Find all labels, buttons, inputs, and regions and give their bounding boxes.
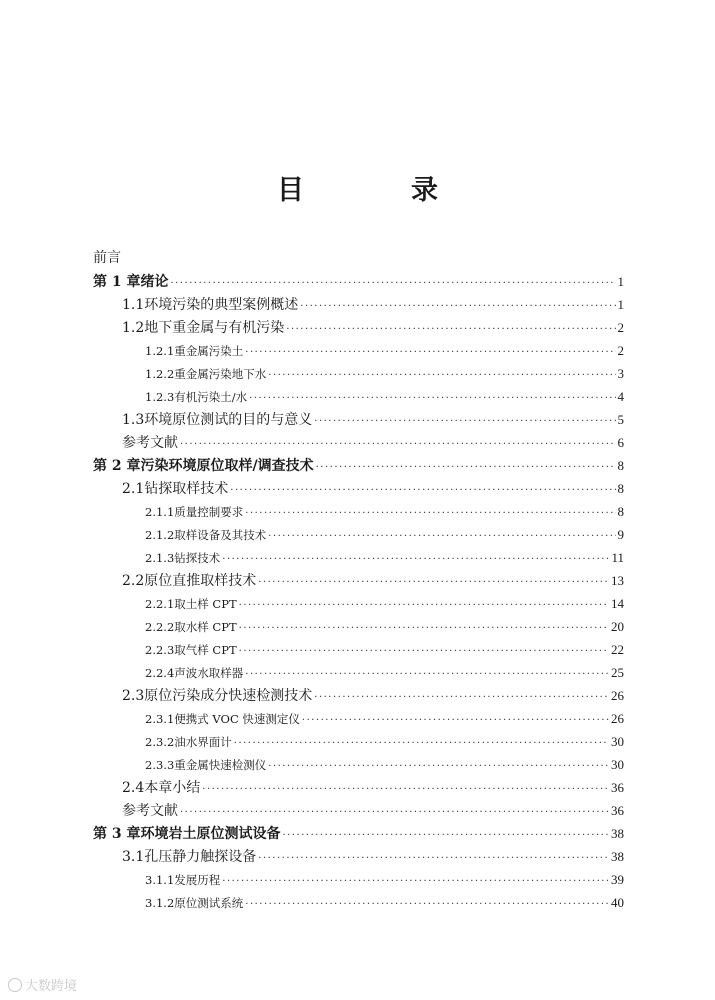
toc-dot-leader <box>302 709 609 732</box>
toc-entry-title: 环境岩土原位测试设备 <box>140 826 281 842</box>
toc-entry-title: 重金属污染地下水 <box>174 367 267 381</box>
toc-dot-leader <box>245 502 615 525</box>
toc-entry-title: 有机污染土/水 <box>174 390 248 404</box>
watermark-text: 大数跨境 <box>25 979 78 994</box>
toc-entry-title: 重金属快速检测仪 <box>174 758 267 772</box>
toc-dot-leader <box>258 847 609 870</box>
toc-dot-leader <box>300 295 615 318</box>
toc-dot-leader <box>268 364 615 387</box>
toc-dot-leader <box>258 571 609 594</box>
toc-entry <box>93 707 624 730</box>
toc-dot-leader <box>222 548 609 571</box>
toc-entry-page: 38 <box>611 826 624 841</box>
toc-entry-title: 便携式 VOC 快速测定仪 <box>174 712 300 726</box>
toc-entry-page: 2 <box>617 320 624 335</box>
toc-entry <box>93 661 624 684</box>
table-of-contents <box>93 247 624 914</box>
toc-dot-leader <box>245 893 609 916</box>
toc-entry-page: 8 <box>617 458 624 473</box>
toc-entry-number: 1.2.2 <box>145 367 175 381</box>
toc-entry-title: 原位测试系统 <box>174 896 244 910</box>
toc-dot-leader <box>180 433 616 456</box>
toc-entry <box>93 684 624 707</box>
toc-entry-title: 声波水取样器 <box>174 666 244 680</box>
watermark <box>8 975 77 994</box>
toc-entry-number: 2.2.4 <box>145 666 175 680</box>
toc-entry-page: 14 <box>611 596 624 611</box>
toc-entry-page: 2 <box>617 343 624 358</box>
toc-dot-leader <box>180 801 609 824</box>
toc-entry <box>93 500 624 523</box>
toc-entry <box>93 615 624 638</box>
toc-dot-leader <box>234 732 609 755</box>
toc-entry-page: 36 <box>611 803 624 818</box>
toc-entry-title: 取水样 CPT <box>174 620 237 634</box>
toc-dot-leader <box>239 594 609 617</box>
toc-entry <box>93 638 624 661</box>
toc-entry-number: 3.1.2 <box>145 896 175 910</box>
toc-entry-number: 1.2 <box>122 320 145 336</box>
toc-dot-leader <box>171 272 616 295</box>
toc-entry-title: 环境污染的典型案例概述 <box>144 297 299 313</box>
toc-entry-page: 11 <box>611 550 624 565</box>
toc-entry-title: 绪论 <box>140 274 169 290</box>
toc-entry-number: 2.1.2 <box>145 528 175 542</box>
toc-entry-number: 1.2.1 <box>145 344 175 358</box>
toc-entry <box>93 362 624 385</box>
toc-entry-page: 9 <box>617 527 624 542</box>
toc-entry <box>93 799 624 822</box>
toc-entry-page: 4 <box>617 389 624 404</box>
toc-entry-title: 钻探取样技术 <box>144 481 229 497</box>
toc-entry-page: 39 <box>611 872 624 887</box>
toc-entry-page: 30 <box>611 734 624 749</box>
toc-entry <box>93 776 624 799</box>
toc-entry <box>93 592 624 615</box>
toc-entry-number: 2.3 <box>122 688 145 704</box>
toc-dot-leader <box>249 387 615 410</box>
toc-entry-number: 1.2.3 <box>145 390 175 404</box>
toc-entry-page: 25 <box>611 665 624 680</box>
toc-entry-page: 38 <box>611 849 624 864</box>
toc-dot-leader <box>245 663 609 686</box>
toc-entry-page: 13 <box>611 573 624 588</box>
toc-entry-title: 取样设备及其技术 <box>174 528 267 542</box>
toc-entry-title: 原位污染成分快速检测技术 <box>144 688 313 704</box>
toc-entry-page: 26 <box>611 711 624 726</box>
toc-entry-title: 环境原位测试的目的与意义 <box>144 412 313 428</box>
toc-entry-page: 8 <box>617 504 624 519</box>
toc-entry-title: 前言 <box>93 250 121 266</box>
toc-entry-page: 1 <box>617 274 624 289</box>
toc-entry-page: 1 <box>617 297 624 312</box>
toc-dot-leader <box>283 824 610 847</box>
toc-entry <box>93 385 624 408</box>
toc-entry-title: 重金属污染土 <box>174 344 244 358</box>
toc-dot-leader <box>314 686 609 709</box>
toc-entry-page: 3 <box>617 366 624 381</box>
toc-entry <box>93 569 624 592</box>
toc-entry-number: 2.1.3 <box>145 551 175 565</box>
watermark-logo-icon <box>8 978 22 992</box>
toc-entry-page: 30 <box>611 757 624 772</box>
toc-entry-number: 2.2 <box>122 573 145 589</box>
toc-entry-number: 2.2.3 <box>145 643 175 657</box>
toc-entry <box>93 523 624 546</box>
toc-entry <box>93 868 624 891</box>
toc-entry-number: 第 3 章 <box>93 826 141 842</box>
toc-entry-title: 污染环境原位取样/调查技术 <box>140 458 314 474</box>
toc-entry-number: 2.3.3 <box>145 758 175 772</box>
toc-entry-title: 参考文献 <box>122 803 178 819</box>
toc-entry-title: 油水界面计 <box>174 735 232 749</box>
toc-dot-leader <box>202 778 609 801</box>
toc-entry-number: 2.1.1 <box>145 505 175 519</box>
toc-dot-leader <box>316 456 616 479</box>
toc-entry-number: 2.4 <box>122 780 145 796</box>
toc-dot-leader <box>268 525 615 548</box>
toc-entry <box>93 270 624 293</box>
toc-entry <box>93 730 624 753</box>
toc-entry <box>93 408 624 431</box>
toc-entry-number: 3.1 <box>122 849 145 865</box>
toc-entry-number: 第 1 章 <box>93 274 141 290</box>
toc-entry-page: 40 <box>611 895 624 910</box>
toc-dot-leader <box>245 341 615 364</box>
toc-entry <box>93 891 624 914</box>
toc-entry-title: 原位直推取样技术 <box>144 573 257 589</box>
toc-entry <box>93 822 624 845</box>
toc-entry <box>93 247 624 270</box>
toc-dot-leader <box>230 479 615 502</box>
toc-entry-title: 发展历程 <box>174 873 221 887</box>
toc-entry-number: 第 2 章 <box>93 458 141 474</box>
toc-entry <box>93 753 624 776</box>
toc-entry-title: 孔压静力触探设备 <box>144 849 257 865</box>
toc-entry-page: 22 <box>611 642 624 657</box>
toc-entry-page: 26 <box>611 688 624 703</box>
toc-dot-leader <box>239 617 609 640</box>
toc-entry-number: 2.1 <box>122 481 145 497</box>
toc-entry-title: 参考文献 <box>122 435 178 451</box>
toc-entry <box>93 477 624 500</box>
toc-entry-title: 取气样 CPT <box>174 643 237 657</box>
toc-entry <box>93 293 624 316</box>
toc-entry <box>93 454 624 477</box>
toc-dot-leader <box>268 755 609 778</box>
toc-entry <box>93 316 624 339</box>
toc-dot-leader <box>286 318 615 341</box>
toc-entry-title: 钻探技术 <box>174 551 221 565</box>
toc-entry <box>93 339 624 362</box>
toc-entry-number: 3.1.1 <box>145 873 175 887</box>
toc-entry-page: 36 <box>611 780 624 795</box>
toc-entry <box>93 845 624 868</box>
toc-entry-page: 8 <box>617 481 624 496</box>
toc-entry-title: 本章小结 <box>144 780 201 796</box>
toc-dot-leader <box>222 870 609 893</box>
toc-entry-number: 2.3.1 <box>145 712 175 726</box>
toc-dot-leader <box>239 640 609 663</box>
toc-entry-title: 地下重金属与有机污染 <box>144 320 285 336</box>
toc-entry-title: 取土样 CPT <box>174 597 237 611</box>
toc-entry-page: 6 <box>617 435 624 450</box>
toc-entry-number: 2.3.2 <box>145 735 175 749</box>
toc-entry-page: 20 <box>611 619 624 634</box>
toc-entry-page: 5 <box>617 412 624 427</box>
toc-entry <box>93 546 624 569</box>
toc-entry-title: 质量控制要求 <box>174 505 244 519</box>
page-title: 目 录 <box>277 175 478 206</box>
toc-dot-leader <box>314 410 615 433</box>
toc-entry <box>93 431 624 454</box>
toc-entry-number: 2.2.1 <box>145 597 175 611</box>
toc-entry-number: 2.2.2 <box>145 620 175 634</box>
toc-entry-number: 1.3 <box>122 412 145 428</box>
toc-entry-number: 1.1 <box>122 297 145 313</box>
